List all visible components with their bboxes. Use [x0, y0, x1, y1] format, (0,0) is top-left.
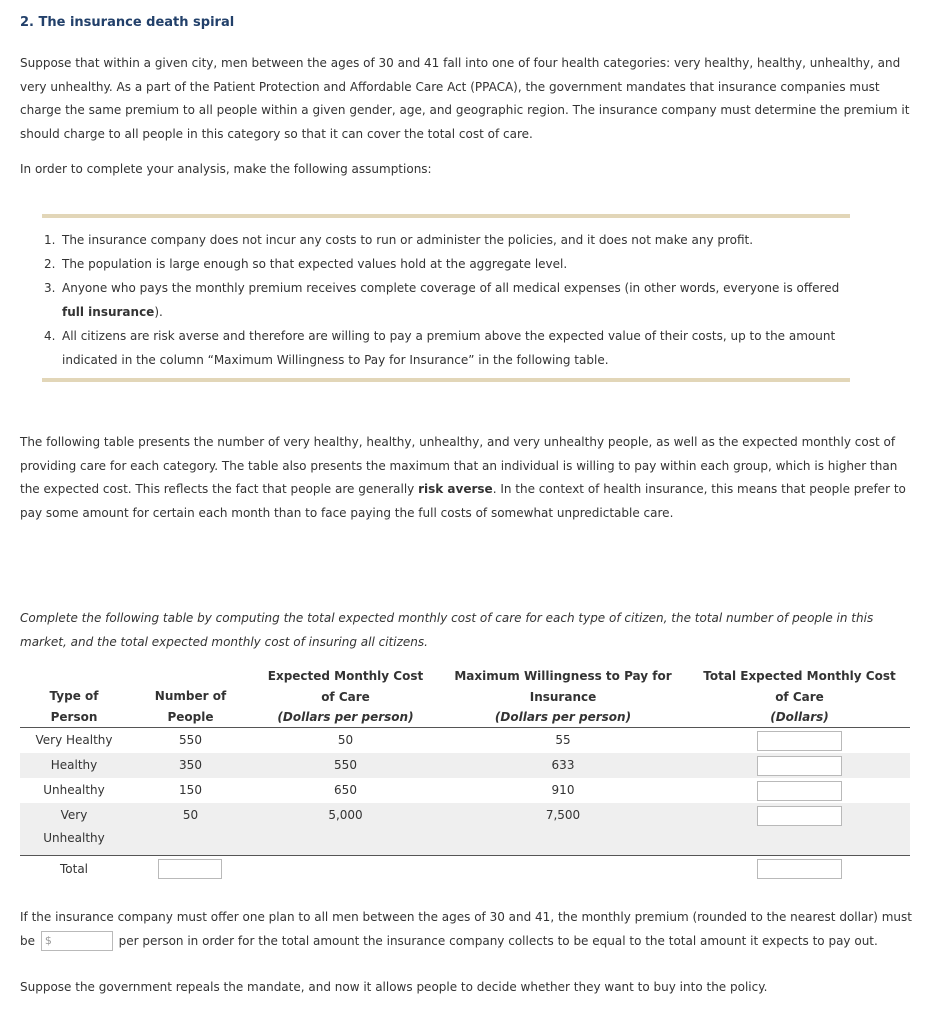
dollar-sign: $	[44, 934, 52, 947]
cell-wtp: 7,500	[545, 808, 581, 822]
grand-total-cost-input[interactable]	[757, 859, 842, 879]
total-cost-input-unhealthy[interactable]	[757, 781, 842, 801]
header-total-cost: Total Expected Monthly Cost of Care (Dollars)	[703, 669, 896, 724]
assumption-item: 3. Anyone who pays the monthly premium receives complete coverage of all medical expenses (in other words, everyone is offered full insurance).	[44, 281, 840, 319]
cell-number: 150	[179, 783, 202, 797]
table-row	[20, 778, 910, 803]
assumption-item: 2. The population is large enough so that expected values hold at the aggregate level.	[44, 257, 568, 271]
cell-type: Unhealthy	[43, 783, 105, 797]
header-willingness: Maximum Willingness to Pay for Insurance (Dollars per person)	[454, 669, 672, 724]
intro-paragraph: Suppose that within a given city, men between the ages of 30 and 41 fall into one of four health categories: very healthy, healthy, unhealthy, and very unhealthy. As a part of the Patient Protection and Affordable Care Act (PPACA), the government mandates that insurance companies must charge the same premium to all people within a given gender, age, and geographic region. The insurance company must determine the premium it should charge to all people in this category so that it can cover the total cost of care.	[20, 56, 910, 141]
total-cost-input-healthy[interactable]	[757, 756, 842, 776]
table-instruction: Complete the following table by computing the total expected monthly cost of care for each type of citizen, the total number of people in this market, and the total expected monthly cost of insuring all citizens.	[20, 611, 874, 649]
assumptions-box	[42, 214, 850, 382]
cell-wtp: 633	[551, 758, 575, 772]
section-title: 2. The insurance death spiral	[20, 15, 235, 30]
cell-number: 550	[179, 733, 202, 747]
assumptions-list	[42, 228, 850, 372]
cell-type: Very Unhealthy	[43, 808, 105, 845]
total-label: Total	[59, 862, 89, 876]
repeal-paragraph: Suppose the government repeals the mandate, and now it allows people to decide whether they want to buy into the policy.	[20, 980, 768, 994]
header-number: Number of People	[154, 689, 227, 724]
assumption-item: 1. The insurance company does not incur any costs to run or administer the policies, and it does not make any profit.	[44, 233, 754, 247]
table-row	[20, 728, 910, 753]
total-cost-input-very-unhealthy[interactable]	[757, 806, 842, 826]
assumptions-intro: In order to complete your analysis, make the following assumptions:	[20, 162, 432, 176]
cell-cost: 550	[334, 758, 357, 772]
table-total-row	[20, 856, 910, 884]
premium-input[interactable]	[41, 931, 113, 951]
cell-cost: 650	[334, 783, 357, 797]
cell-cost: 5,000	[328, 808, 363, 822]
table-row	[20, 753, 910, 778]
cell-type: Healthy	[50, 758, 98, 772]
cell-cost: 50	[337, 733, 354, 747]
cell-number: 350	[179, 758, 202, 772]
cell-type: Very Healthy	[35, 733, 113, 747]
cell-number: 50	[182, 808, 199, 822]
premium-question: If the insurance company must offer one plan to all men between the ages of 30 and 41, the monthly premium (rounded to the nearest dollar) must be $ per person in order for the total amount the insurance company collects to be equal to the total amount it expects to pay out.	[20, 906, 920, 953]
total-cost-input-very-healthy[interactable]	[757, 731, 842, 751]
total-people-input[interactable]	[158, 859, 222, 879]
header-expected-cost: Expected Monthly Cost of Care (Dollars per person)	[267, 669, 424, 724]
table-intro-paragraph: The following table presents the number of very healthy, healthy, unhealthy, and very unhealthy people, as well as the expected monthly cost of providing care for each category. The table also presents the maximum that an individual is willing to pay within each group, which is higher than the expected cost. This reflects the fact that people are generally risk averse. In the context of health insurance, this means that people prefer to pay some amount for certain each month than to face paying the full costs of somewhat unpredictable care.	[20, 435, 906, 520]
header-type: Type of Person	[49, 689, 99, 724]
cell-wtp: 55	[555, 733, 571, 747]
cell-wtp: 910	[551, 783, 575, 797]
table-row	[20, 803, 910, 855]
assumption-item: 4. All citizens are risk averse and therefore are willing to pay a premium above the expected value of their costs, up to the amount indicated in the column “Maximum Willingness to Pay for Insurance” in the following table.	[44, 329, 836, 367]
